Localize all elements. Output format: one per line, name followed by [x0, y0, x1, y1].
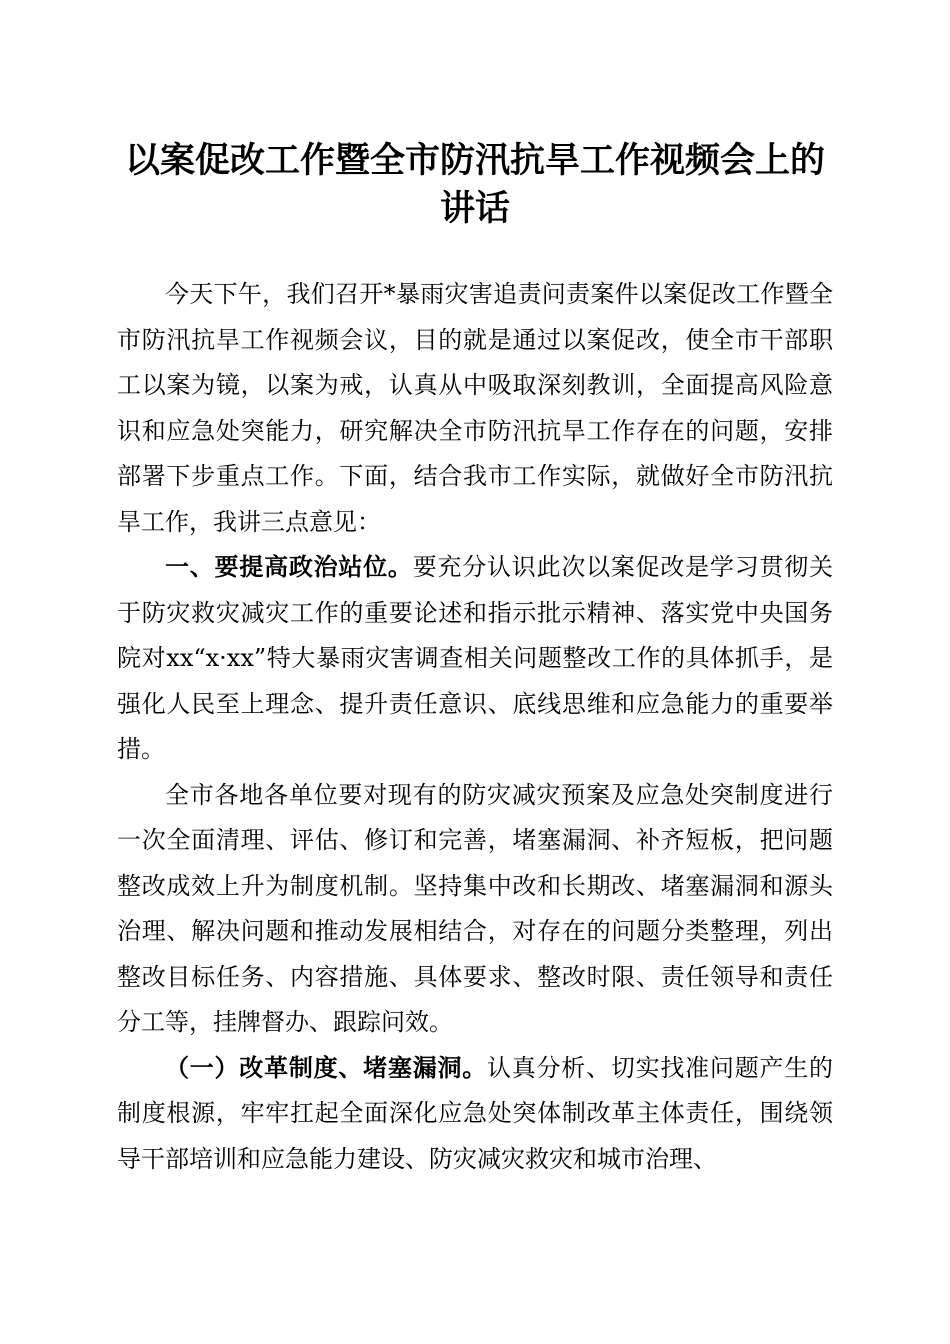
paragraph-text: 认真分析、切实找准问题产生的制度根源，牢牢扛起全面深化应急处突体制改革主体责任，围绕领导干部培训和应急能力建设、防灾减灾救灾和城市治理、 [117, 1053, 833, 1173]
document-title-line-1: 以案促改工作暨全市防汛抗旱工作视频会上的 [124, 140, 825, 181]
document-body [117, 272, 833, 1182]
paragraph-heading: 一、要提高政治站位。 [165, 553, 413, 581]
paragraph-text: 今天下午，我们召开*暴雨灾害追责问责案件以案促改工作暨全市防汛抗旱工作视频会议，目的就是通过以案促改，使全市干部职工以案为镜，以案为戒，认真从中吸取深刻教训，全面提高风险意识和应急处突能力，研究解决全市防汛抗旱工作存在的问题，安排部署下步重点工作。下面，结合我市工作实际，就做好全市防汛抗旱工作，我讲三点意见： [117, 280, 833, 536]
document-title-line-2: 讲话 [439, 188, 510, 229]
paragraph-intro [117, 272, 833, 545]
paragraph-heading: （一）改革制度、堵塞漏洞。 [165, 1053, 487, 1082]
paragraph-text: 全市各地各单位要对现有的防灾减灾预案及应急处突制度进行一次全面清理、评估、修订和完善，堵塞漏洞、补齐短板，把问题整改成效上升为制度机制。坚持集中改和长期改、堵塞漏洞和源头治理、解决问题和推动发展相结合，对存在的问题分类整理，列出整改目标任务、内容措施、具体要求、整改时限、责任领导和责任分工等，挂牌督办、跟踪问效。 [117, 780, 833, 1036]
paragraph-rectification [117, 773, 833, 1046]
paragraph-text: 要充分认识此次以案促改是学习贯彻关于防灾救灾减灾工作的重要论述和指示批示精神、落实党中央国务院对xx“x·xx”特大暴雨灾害调查相关问题整改工作的具体抓手，是强化人民至上理念、提升责任意识、底线思维和应急能力的重要举措。 [117, 553, 834, 763]
paragraph-subpoint-1 [117, 1046, 833, 1183]
paragraph-point-1 [117, 545, 833, 773]
